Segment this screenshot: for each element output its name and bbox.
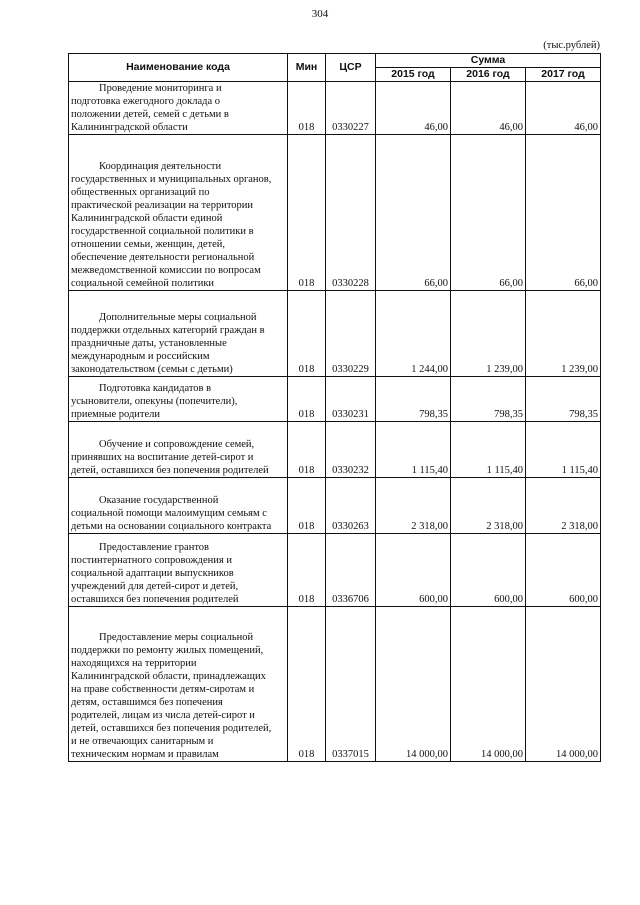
row-name-line: международным и российским: [71, 351, 210, 362]
row-name-line: обеспечение деятельности региональной: [71, 252, 255, 263]
row-value-2016: 66,00: [451, 135, 526, 291]
row-value-2015: 14 000,00: [376, 607, 451, 762]
row-value-2015: 798,35: [376, 377, 451, 422]
page-number: 304: [311, 8, 329, 20]
row-name-line: государственной социальной политики в: [71, 226, 254, 237]
row-name-line: социальной семейной политики: [71, 278, 215, 289]
row-name: [69, 478, 288, 534]
row-name-line: общественных организаций по: [71, 187, 210, 198]
row-name-line: учреждений для детей-сирот и детей,: [71, 581, 239, 592]
row-name-line: детям, оставшимся без попечения: [71, 697, 223, 708]
row-value-2015: 600,00: [376, 534, 451, 607]
row-value-2016: 46,00: [451, 82, 526, 135]
row-name-line: и не отвечающих санитарным и: [71, 736, 214, 747]
row-value-2016: 1 239,00: [451, 291, 526, 377]
table-row: [69, 478, 601, 534]
row-name-line: усыновители, опекуны (попечители),: [71, 396, 238, 407]
row-name: [69, 377, 288, 422]
row-name-line: Подготовка кандидатов в: [99, 383, 212, 394]
row-name: [69, 422, 288, 478]
row-csr: 0336706: [326, 534, 376, 607]
row-name-line: Проведение мониторинга и: [99, 83, 222, 94]
row-name-line: законодательством (семьи с детьми): [71, 364, 233, 375]
row-value-2017: 46,00: [526, 82, 601, 135]
row-name: [69, 291, 288, 377]
row-value-2015: 1 115,40: [376, 422, 451, 478]
row-value-2017: 2 318,00: [526, 478, 601, 534]
row-name-line: Предоставление грантов: [99, 542, 209, 553]
row-name-line: межведомственной комиссии по вопросам: [71, 265, 261, 276]
row-min: 018: [288, 607, 326, 762]
row-name-line: государственных и муниципальных органов,: [71, 174, 272, 185]
row-value-2015: 1 244,00: [376, 291, 451, 377]
row-min: 018: [288, 82, 326, 135]
row-name-line: Координация деятельности: [99, 161, 222, 172]
table-row: [69, 291, 601, 377]
row-value-2016: 798,35: [451, 377, 526, 422]
row-value-2017: 1 239,00: [526, 291, 601, 377]
row-value-2015: 46,00: [376, 82, 451, 135]
row-min: 018: [288, 534, 326, 607]
row-name-line: Калининградской области единой: [71, 213, 223, 224]
row-value-2016: 1 115,40: [451, 422, 526, 478]
table-row: [69, 82, 601, 135]
row-csr: 0330228: [326, 135, 376, 291]
row-csr: 0330231: [326, 377, 376, 422]
row-name-line: социальной помощи малоимущим семьям с: [71, 508, 267, 519]
row-name-line: принявших на воспитание детей-сирот и: [71, 452, 254, 463]
row-name-line: Калининградской области, принадлежащих: [71, 671, 266, 682]
row-value-2017: 14 000,00: [526, 607, 601, 762]
row-value-2017: 798,35: [526, 377, 601, 422]
row-value-2017: 66,00: [526, 135, 601, 291]
table-body: [69, 82, 601, 762]
row-csr: 0330227: [326, 82, 376, 135]
row-name-line: поддержки отдельных категорий граждан в: [71, 325, 265, 336]
row-csr: 0337015: [326, 607, 376, 762]
row-value-2016: 600,00: [451, 534, 526, 607]
row-name: [69, 534, 288, 607]
row-value-2015: 2 318,00: [376, 478, 451, 534]
row-min: 018: [288, 291, 326, 377]
row-name-line: находящихся на территории: [71, 658, 197, 669]
table-header: [69, 54, 601, 82]
header-min: Мин: [288, 54, 326, 82]
row-value-2017: 1 115,40: [526, 422, 601, 478]
row-name-line: подготовка ежегодного доклада о: [71, 96, 220, 107]
row-name-line: Калининградской области: [71, 122, 188, 133]
row-name-line: социальной адаптации выпускников: [71, 568, 234, 579]
row-name-line: на праве собственности детям-сиротам и: [71, 684, 255, 695]
header-csr: ЦСР: [326, 54, 376, 82]
table-row: [69, 135, 601, 291]
table-row: [69, 534, 601, 607]
row-name-line: отношении семьи, женщин, детей,: [71, 239, 226, 250]
row-name-line: Обучение и сопровождение семей,: [99, 439, 255, 450]
row-name-line: приемные родители: [71, 409, 161, 420]
row-min: 018: [288, 135, 326, 291]
row-name-line: праздничные даты, установленные: [71, 338, 227, 349]
row-min: 018: [288, 478, 326, 534]
row-name-line: оставшихся без попечения родителей: [71, 594, 239, 605]
units-label: (тыс.рублей): [543, 40, 600, 51]
row-value-2016: 14 000,00: [451, 607, 526, 762]
row-name-line: детьми на основании социального контракта: [71, 521, 272, 532]
row-name-line: Дополнительные меры социальной: [99, 312, 257, 323]
row-name-line: техническим нормам и правилам: [71, 749, 219, 760]
header-year-2017: 2017 год: [526, 68, 601, 82]
row-name: [69, 82, 288, 135]
row-value-2016: 2 318,00: [451, 478, 526, 534]
row-csr: 0330229: [326, 291, 376, 377]
row-name-line: положении детей, семей с детьми в: [71, 109, 229, 120]
row-name-line: поддержки по ремонту жилых помещений,: [71, 645, 264, 656]
row-name-line: детей, оставшихся без попечения родителей: [71, 465, 269, 476]
row-name-line: Оказание государственной: [99, 495, 219, 506]
row-csr: 0330232: [326, 422, 376, 478]
row-name-line: практической реализации на территории: [71, 200, 254, 211]
table-row: [69, 377, 601, 422]
row-csr: 0330263: [326, 478, 376, 534]
row-min: 018: [288, 422, 326, 478]
header-year-2016: 2016 год: [451, 68, 526, 82]
row-min: 018: [288, 377, 326, 422]
row-name-line: родителей, лицам из числа детей-сирот и: [71, 710, 255, 721]
budget-table: [68, 53, 601, 762]
row-value-2017: 600,00: [526, 534, 601, 607]
header-year-2015: 2015 год: [376, 68, 451, 82]
table-row: [69, 422, 601, 478]
table-row: [69, 607, 601, 762]
row-name-line: постинтернатного сопровождения и: [71, 555, 232, 566]
row-value-2015: 66,00: [376, 135, 451, 291]
header-sum: Сумма: [376, 54, 601, 68]
row-name: [69, 135, 288, 291]
row-name-line: Предоставление меры социальной: [99, 632, 254, 643]
row-name: [69, 607, 288, 762]
header-name: Наименование кода: [69, 54, 288, 82]
row-name-line: детей, оставшихся без попечения родителей,: [71, 723, 272, 734]
